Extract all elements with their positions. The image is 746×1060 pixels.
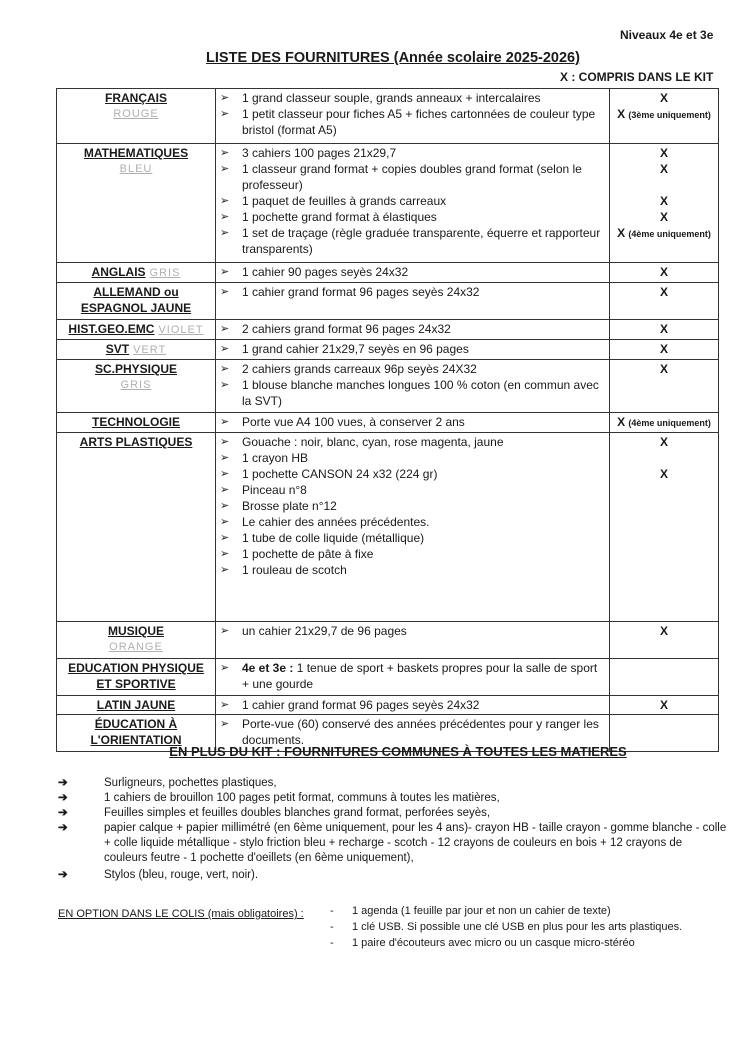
list-item: ➢ un cahier 21x29,7 de 96 pages xyxy=(220,624,407,638)
arrowhead-icon: ➢ xyxy=(220,718,230,730)
arrowhead-icon: ➢ xyxy=(220,548,230,560)
option-item: - 1 paire d'écouteurs avec micro ou un casque micro-stéréo xyxy=(330,937,635,949)
option-item: - 1 agenda (1 feuille par jour et non un cahier de texte) xyxy=(330,905,611,917)
table-row xyxy=(57,659,719,696)
arrowhead-icon: ➢ xyxy=(220,436,230,448)
arrowhead-icon: ➢ xyxy=(220,625,230,637)
list-item: ➢ 1 petit classeur pour fiches A5 + fiches cartonnées de couleur type bristol (format A5) xyxy=(220,107,596,137)
kit-cell xyxy=(610,89,719,144)
kit-mark: X xyxy=(659,322,668,336)
supplies-table xyxy=(56,88,719,752)
list-item: ➢ 2 cahiers grands carreaux 96p seyès 24X32 xyxy=(220,362,477,376)
list-item: ➢ 1 set de traçage (règle graduée transparente, équerre et rapporteur transparents) xyxy=(220,226,601,256)
common-item: ➔ Surligneurs, pochettes plastiques, xyxy=(58,777,277,789)
table-row xyxy=(57,622,719,659)
subject-cell xyxy=(57,413,216,433)
subject-name: ÉDUCATION À L'ORIENTATION xyxy=(90,717,182,747)
arrowhead-icon: ➢ xyxy=(220,662,230,674)
common-item: ➔ Stylos (bleu, rouge, vert, noir). xyxy=(58,869,259,881)
items-cell xyxy=(216,263,610,283)
list-item: ➢ 1 classeur grand format + copies doubles grand format (selon le professeur) xyxy=(220,162,582,192)
subject-cell xyxy=(57,659,216,696)
arrowhead-icon: ➢ xyxy=(220,484,230,496)
table-row xyxy=(57,413,719,433)
arrow-icon: ➔ xyxy=(58,777,68,789)
kit-mark: X xyxy=(659,698,668,712)
subject-name: TECHNOLOGIE xyxy=(91,415,180,429)
subject-cell xyxy=(57,320,216,340)
list-item: ➢ 1 cahier grand format 96 pages seyès 24x32 xyxy=(220,698,480,712)
kit-cell xyxy=(610,144,719,263)
kit-mark xyxy=(614,660,714,676)
list-item: ➢ 1 paquet de feuilles à grands carreaux xyxy=(220,194,447,208)
kit-cell xyxy=(610,360,719,413)
subject-name: ANGLAIS xyxy=(91,265,146,279)
kit-mark: X (4ème uniquement) xyxy=(617,226,711,240)
arrowhead-icon: ➢ xyxy=(220,468,230,480)
kit-cell xyxy=(610,320,719,340)
subject-color: VERT xyxy=(133,344,167,356)
list-item: ➢ 4e et 3e : 1 tenue de sport + baskets propres pour la salle de sport + une gourde xyxy=(220,661,598,691)
subject-cell xyxy=(57,622,216,659)
arrowhead-icon: ➢ xyxy=(220,323,230,335)
subject-name: ARTS PLASTIQUES xyxy=(79,435,193,449)
table-row xyxy=(57,89,719,144)
subject-color: GRIS xyxy=(149,267,181,279)
list-item: ➢ Pinceau n°8 xyxy=(220,483,307,497)
items-cell xyxy=(216,433,610,622)
kit-mark: X xyxy=(659,194,668,208)
kit-mark: X xyxy=(659,146,668,160)
subject-name: HIST.GEO.EMC xyxy=(68,322,155,336)
subject-name: MUSIQUE xyxy=(107,624,164,638)
kit-cell xyxy=(610,433,719,622)
list-item: ➢ Brosse plate n°12 xyxy=(220,499,337,513)
items-cell xyxy=(216,320,610,340)
arrow-icon: ➔ xyxy=(58,822,68,834)
subject-cell xyxy=(57,144,216,263)
kit-mark: X xyxy=(659,162,668,176)
arrowhead-icon: ➢ xyxy=(220,211,230,223)
kit-mark: X xyxy=(659,624,668,638)
arrowhead-icon: ➢ xyxy=(220,500,230,512)
list-item: ➢ Gouache : noir, blanc, cyan, rose magenta, jaune xyxy=(220,435,504,449)
table-row xyxy=(57,320,719,340)
items-cell xyxy=(216,283,610,320)
subject-color: VIOLET xyxy=(158,324,204,336)
subject-name: LATIN JAUNE xyxy=(96,698,176,712)
subject-cell xyxy=(57,696,216,715)
subject-cell xyxy=(57,263,216,283)
arrowhead-icon: ➢ xyxy=(220,532,230,544)
subject-cell xyxy=(57,433,216,622)
table-row xyxy=(57,433,719,622)
arrowhead-icon: ➢ xyxy=(220,416,230,428)
items-cell xyxy=(216,659,610,696)
items-cell xyxy=(216,89,610,144)
items-cell xyxy=(216,696,610,715)
kit-mark: X xyxy=(659,467,668,481)
arrow-icon: ➔ xyxy=(58,792,68,804)
common-item: ➔ papier calque + papier millimétré (en 6ème uniquement, pour les 4 ans)- crayon HB - taille crayon - gomme blanche - colle + colle liquide métallique - stylo friction bleu + recharge - scotch - 12 crayons de couleurs en bois + 12 crayons de couleurs feutre - 1 pochette d'oeillets (en 6ème uniquement), xyxy=(58,822,727,864)
list-item: ➢ 1 pochette CANSON 24 x32 (224 gr) xyxy=(220,467,438,481)
list-item: ➢ 1 tube de colle liquide (métallique) xyxy=(220,531,425,545)
table-row xyxy=(57,263,719,283)
table-row xyxy=(57,696,719,715)
common-item: ➔ 1 cahiers de brouillon 100 pages petit format, communs à toutes les matières, xyxy=(58,792,500,804)
arrowhead-icon: ➢ xyxy=(220,195,230,207)
subject-name: SC.PHYSIQUE xyxy=(94,362,178,376)
items-cell xyxy=(216,622,610,659)
arrowhead-icon: ➢ xyxy=(220,699,230,711)
arrowhead-icon: ➢ xyxy=(220,379,230,391)
items-cell xyxy=(216,144,610,263)
level-label: Niveaux 4e et 3e xyxy=(620,28,714,42)
kit-cell xyxy=(610,659,719,696)
kit-mark xyxy=(614,177,714,193)
kit-mark: X xyxy=(659,265,668,279)
kit-mark: X xyxy=(659,91,668,105)
subject-name: MATHEMATIQUES xyxy=(83,146,189,160)
list-item: ➢ 1 cahier grand format 96 pages seyès 24x32 xyxy=(220,285,480,299)
subject-cell xyxy=(57,340,216,360)
list-item: ➢ 1 cahier 90 pages seyès 24x32 xyxy=(220,265,409,279)
items-cell xyxy=(216,413,610,433)
arrowhead-icon: ➢ xyxy=(220,147,230,159)
arrowhead-icon: ➢ xyxy=(220,227,230,239)
arrow-icon: ➔ xyxy=(58,869,68,881)
kit-mark xyxy=(614,450,714,466)
arrowhead-icon: ➢ xyxy=(220,92,230,104)
kit-mark: X xyxy=(659,210,668,224)
table-row xyxy=(57,144,719,263)
common-supplies-title: EN PLUS DU KIT : FOURNITURES COMMUNES À TOUTES LES MATIERES xyxy=(169,744,627,759)
list-item: ➢ 1 rouleau de scotch xyxy=(220,563,347,577)
list-item: ➢ 1 grand cahier 21x29,7 seyès en 96 pages xyxy=(220,342,469,356)
kit-cell xyxy=(610,622,719,659)
kit-mark xyxy=(614,716,714,732)
arrowhead-icon: ➢ xyxy=(220,516,230,528)
page-title: LISTE DES FOURNITURES (Année scolaire 2025-2026) xyxy=(206,50,580,66)
kit-cell xyxy=(610,340,719,360)
table-row xyxy=(57,340,719,360)
arrowhead-icon: ➢ xyxy=(220,286,230,298)
list-item: ➢ 2 cahiers grand format 96 pages 24x32 xyxy=(220,322,451,336)
kit-mark: X (3ème uniquement) xyxy=(617,107,711,121)
arrowhead-icon: ➢ xyxy=(220,163,230,175)
kit-mark: X xyxy=(659,285,668,299)
list-item: ➢ 1 pochette de pâte à fixe xyxy=(220,547,374,561)
list-item: ➢ 1 blouse blanche manches longues 100 % coton (en commun avec la SVT) xyxy=(220,378,599,408)
options-label: EN OPTION DANS LE COLIS (mais obligatoires) : xyxy=(58,908,304,920)
kit-cell xyxy=(610,696,719,715)
arrowhead-icon: ➢ xyxy=(220,343,230,355)
common-item: ➔ Feuilles simples et feuilles doubles blanches grand format, perforées seyès, xyxy=(58,807,491,819)
items-cell xyxy=(216,340,610,360)
subject-color: BLEU xyxy=(119,163,153,175)
subject-name: ALLEMAND ou ESPAGNOL JAUNE xyxy=(80,285,192,315)
list-item: ➢ 1 crayon HB xyxy=(220,451,309,465)
arrowhead-icon: ➢ xyxy=(220,266,230,278)
list-item: ➢ Le cahier des années précédentes. xyxy=(220,515,430,529)
subject-name: EDUCATION PHYSIQUE ET SPORTIVE xyxy=(68,661,204,691)
arrow-icon: ➔ xyxy=(58,807,68,819)
kit-mark: X xyxy=(659,342,668,356)
list-item: ➢ Porte vue A4 100 vues, à conserver 2 ans xyxy=(220,415,465,429)
list-item: ➢ 3 cahiers 100 pages 21x29,7 xyxy=(220,146,397,160)
list-item: ➢ Porte-vue (60) conservé des années précédentes pour y ranger les documents. xyxy=(220,717,599,747)
kit-mark: X xyxy=(659,362,668,376)
arrowhead-icon: ➢ xyxy=(220,564,230,576)
kit-cell xyxy=(610,283,719,320)
kit-legend: X : COMPRIS DANS LE KIT xyxy=(560,70,714,84)
arrowhead-icon: ➢ xyxy=(220,452,230,464)
table-row xyxy=(57,360,719,413)
list-item: ➢ 1 pochette grand format à élastiques xyxy=(220,210,437,224)
subject-color: ROUGE xyxy=(113,108,159,120)
table-row xyxy=(57,283,719,320)
subject-color: ORANGE xyxy=(109,641,163,653)
subject-cell xyxy=(57,283,216,320)
items-cell xyxy=(216,360,610,413)
arrowhead-icon: ➢ xyxy=(220,363,230,375)
arrowhead-icon: ➢ xyxy=(220,108,230,120)
list-item: ➢ 1 grand classeur souple, grands anneaux + intercalaires xyxy=(220,91,541,105)
subject-name: SVT xyxy=(105,342,130,356)
subject-name: FRANÇAIS xyxy=(105,91,167,105)
kit-mark: X xyxy=(659,435,668,449)
kit-mark: X (4ème uniquement) xyxy=(617,415,711,429)
subject-color: GRIS xyxy=(120,379,152,391)
subject-cell xyxy=(57,89,216,144)
kit-cell xyxy=(610,413,719,433)
subject-cell xyxy=(57,360,216,413)
kit-cell xyxy=(610,263,719,283)
option-item: - 1 clé USB. Si possible une clé USB en plus pour les arts plastiques. xyxy=(330,921,683,933)
